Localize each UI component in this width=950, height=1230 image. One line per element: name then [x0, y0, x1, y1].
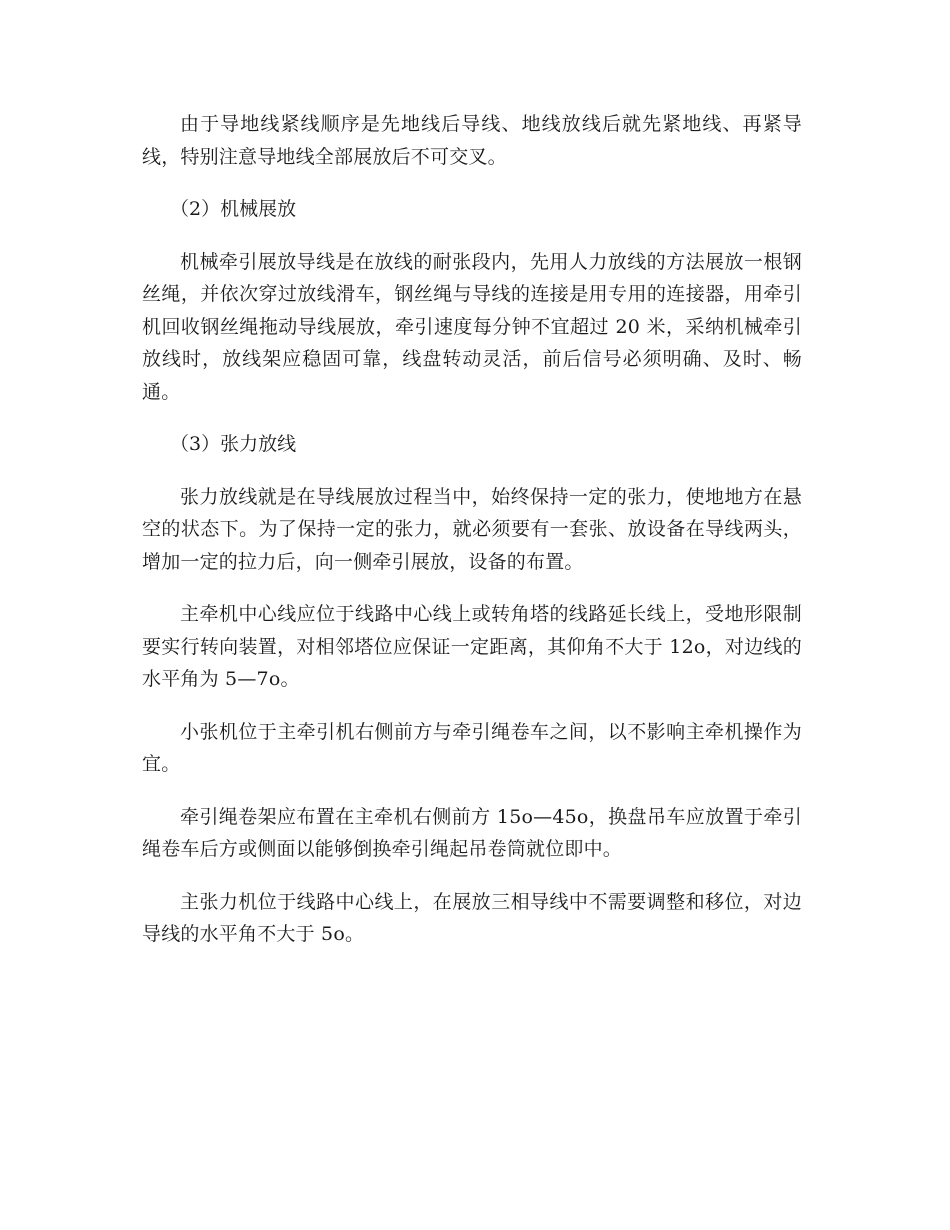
heading-tension-stringing: （3）张力放线: [170, 433, 297, 455]
paragraph-7: 主张力机位于线路中心线上，在展放三相导线中不需要调整和移位，对边导线的水平角不大于 5o。: [142, 890, 802, 945]
heading-mechanical-laying: （2）机械展放: [170, 198, 297, 220]
paragraph-5: 小张机位于主牵引机右侧前方与牵引绳卷车之间，以不影响主牵机操作为宜。: [142, 720, 802, 775]
document-page: [142, 108, 802, 951]
paragraph-3: 张力放线就是在导线展放过程当中，始终保持一定的张力，使地地方在悬空的状态下。为了保持一定的张力，就必须要有一套张、放设备在导线两头，增加一定的拉力后，向一侧牵引展放，设备的布置。: [142, 485, 802, 573]
paragraph-2: 机械牵引展放导线是在放线的耐张段内，先用人力放线的方法展放一根钢丝绳，并依次穿过放线滑车，钢丝绳与导线的连接是用专用的连接器，用牵引机回收钢丝绳拖动导线展放，牵引速度每分钟不宜超过 20 米，采纳机械牵引放线时，放线架应稳固可靠，线盘转动灵活，前后信号必须明确、及时、畅通。: [142, 250, 802, 403]
paragraph-6: 牵引绳卷架应布置在主牵机右侧前方 15o—45o，换盘吊车应放置于牵引绳卷车后方或侧面以能够倒换牵引绳起吊卷筒就位即中。: [142, 805, 802, 860]
paragraph-4: 主牵机中心线应位于线路中心线上或转角塔的线路延长线上，受地形限制要实行转向装置，对相邻塔位应保证一定距离，其仰角不大于 12o，对边线的水平角为 5—7o。: [142, 603, 802, 690]
paragraph-1: 由于导地线紧线顺序是先地线后导线、地线放线后就先紧地线、再紧导线，特别注意导地线全部展放后不可交叉。: [142, 113, 802, 168]
